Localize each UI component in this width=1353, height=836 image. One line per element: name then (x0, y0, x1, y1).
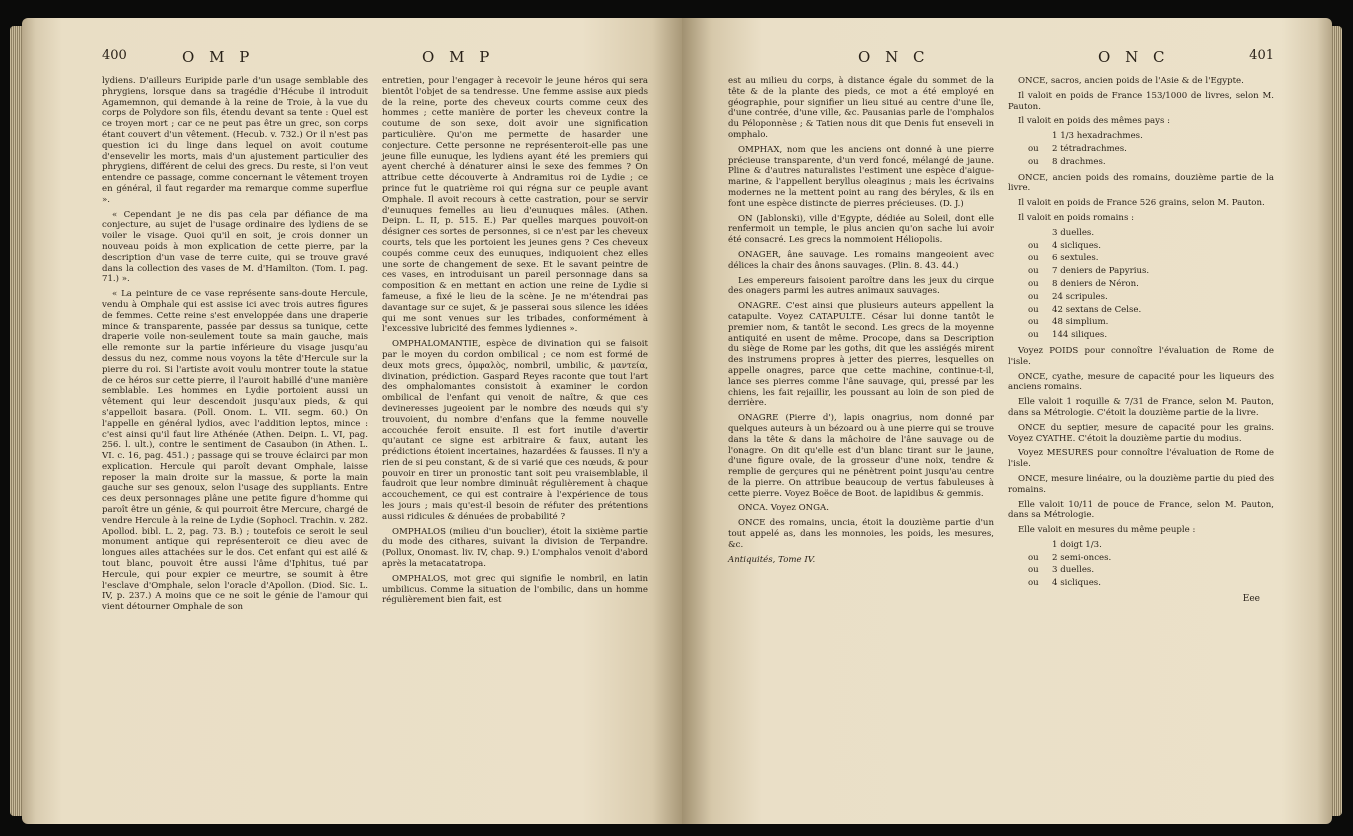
entry-once: ONCE des romains, uncia, étoit la douzième partie d'un tout appelé as, dans les monnoies, les poids, les mesures, &c. (728, 518, 994, 550)
paragraph: lydiens. D'ailleurs Euripide parle d'un usage semblable des phrygiens, lorsque dans sa tragédie d'Hécube il introduit Agamemnon, qui demande à la reine de Troie, à la vue du corps de Polydore son fils, étendu devant sa tente : Quel est ce troyen mort ; car ce ne peut pas être un grec, son corps étant couvert d'un vêtement. (Hecub. v. 732.) Or il n'est pas question ici du linge dans lequel on avoit coutume d'ensevelir les morts, mais d'un ajustement particulier des phrygiens, différent de celui des grecs. Du reste, si l'on veut entendre ce passage, comme concernant le vêtement troyen en général, il faut regarder ma remarque comme superflue ». (102, 76, 368, 205)
right-page-header (728, 48, 1274, 70)
list-item: 3 duelles. (1052, 227, 1095, 238)
list-item: ou 2 tétradrachmes. (1028, 143, 1127, 154)
list-item: ou 3 duelles. (1028, 565, 1095, 576)
paragraph: Elle valoit 10/11 de pouce de France, selon M. Pauton, dans sa Métrologie. (1008, 499, 1274, 521)
paragraph: ONCE, ancien poids des romains, douzième partie de la livre. (1008, 172, 1274, 194)
column-right (1008, 76, 1274, 605)
column-left (728, 76, 994, 605)
right-page (682, 18, 1332, 824)
entry-onca: ONCA. Voyez ONGA. (738, 503, 829, 514)
page-number: 401 (1249, 48, 1274, 63)
left-page (22, 18, 682, 824)
paragraph: Elle valoit 1 roquille & 7/31 de France, selon M. Pauton, dans sa Métrologie. C'étoit la douzième partie de la livre. (1008, 397, 1274, 418)
list-item: ou 6 sextules. (1028, 253, 1099, 264)
paragraph: Les empereurs faisoient paroître dans les jeux du cirque des onagers parmi les autres animaux sauvages. (728, 275, 994, 297)
left-page-header (102, 48, 648, 70)
list-item: ou 4 sicliques. (1028, 578, 1101, 589)
column-left (102, 76, 368, 617)
list-item: ou 8 deniers de Néron. (1028, 278, 1139, 289)
list-item: 1 1/3 hexadrachmes. (1052, 131, 1143, 142)
paragraph: entretien, pour l'engager à recevoir le jeune héros qui sera bientôt l'objet de sa tendresse. Une femme assise aux pieds de la reine, porte des cheveux courts comme ceux des hommes ; cette manière de porter les cheveux contre la coutume de son sexe, doit avoir une signification particulière. Qu'on me permette de hasarder une conjecture. Cette personne ne représenteroit-elle pas une jeune fille eunuque, les lydiens ayant été les premiers qui ayent cherché à dénaturer ainsi le sexe des femmes ? On attribue cette découverte à Andramitus roi de Lydie ; ce prince fut le quatrième roi qui régna sur ce peuple avant Omphale. Il avoit recours à cette castration, pour se servir d'eunuques femelles au lieu d'eunuques mâles. (Athen. Deipn. L. II, p. 515. E.) Par quelles marques pouvoit-on désigner ces sortes de personnes, si ce n'est par les cheveux courts, tels que les portoient les jeunes gens ? Ces cheveux coupés comme ceux des eunuques, indiquoient chez elles une sorte de changement de sexe. Et le savant peintre de ces vases, en introduisant un pareil personnage dans sa composition & en mettant en action une reine de Lydie si fameuse, a fixé le lieu de la scène. Je ne m'étendrai pas davantage sur ce sujet, & je passerai sous silence les idées qui me sont venues sur les tribades, conformément à l'excessive lubricité des femmes lydiennes ». (382, 76, 648, 335)
list-item: ou 48 simplium. (1028, 317, 1109, 328)
equivalence-list (1008, 540, 1274, 589)
open-book (22, 18, 1332, 824)
equivalence-list (1008, 228, 1274, 341)
running-head: O M P (182, 48, 255, 66)
paragraph: Il valoit en poids romains : (1018, 212, 1135, 223)
list-item: ou 24 scripules. (1028, 291, 1108, 302)
list-item: ou 8 drachmes. (1028, 156, 1106, 167)
entry-omphalomantie: OMPHALOMANTIE, espèce de divination qui se faisoit par le moyen du cordon ombilical ; ce nom est formé de deux mots grecs, ὀμφαλὸς, nombril, umbilic, & μαντεία, divination, prédiction. Gaspard Reyes raconte que tout l'art des omphalomantes consistoit à examiner le cordon ombilical de l'enfant qui venoit de naître, & que ces devineresses jugeoient par le nombre des nœuds qui s'y trouvoient, du nombre d'enfans que la femme nouvelle accouchée feroit ensuite. Il est fort inutile d'avertir qu'autant ce signe est arbitraire & faux, autant les prédictions étoient incertaines, hazardées & fausses. Il n'y a rien de si peu constant, & de si varié que ces nœuds, & pour pouvoir en tirer un pronostic tant soit peu vraisemblable, il faudroit que leur nombre diminuât régulièrement à chaque accouchement, ce qui est contraire à l'expérience de tous les jours ; mais qu'est-il besoin de réfuter des prétentions aussi ridicules & dénuées de probabilité ? (382, 339, 648, 522)
running-head: O N C (858, 48, 930, 66)
page-number: 400 (102, 48, 127, 63)
paragraph: ONCE, cyathe, mesure de capacité pour les liqueurs des anciens romains. (1008, 371, 1274, 393)
list-item: 1 doigt 1/3. (1052, 539, 1102, 550)
paragraph: Voyez POIDS pour connoître l'évaluation de Rome de l'isle. (1008, 345, 1274, 367)
entry-omphax: OMPHAX, nom que les anciens ont donné à une pierre précieuse transparente, d'un verd foncé, mélangé de jaune. Pline & d'autres naturalistes l'estiment une espèce d'aigue-marine, & l'appellent beryllus oleaginus ; mais les écrivains modernes ne la mettent point au rang des béryles, & ils en font une espèce distincte de pierres précieuses. (D. J.) (728, 144, 994, 209)
running-head: O N C (1098, 48, 1170, 66)
paragraph: est au milieu du corps, à distance égale du sommet de la tête & de la plante des pieds, ce mot a été employé en géographie, pour signifier un lieu situé au centre d'une île, d'une contrée, d'une ville, &c. Pausanias parle de l'omphalos du Péloponnèse ; & Tatien nous dit que Denis fut enseveli in omphalo. (728, 76, 994, 140)
list-item: ou 42 sextans de Celse. (1028, 304, 1142, 315)
entry-onager: ONAGER, âne sauvage. Les romains mangeoient avec délices la chair des ânons sauvages. (Plin. 8. 43. 44.) (728, 249, 994, 271)
paragraph: Voyez MESURES pour connoître l'évaluation de Rome de l'isle. (1008, 448, 1274, 470)
paragraph: Elle valoit en mesures du même peuple : (1018, 525, 1196, 536)
list-item: ou 7 deniers de Papyrius. (1028, 266, 1150, 277)
paragraph: « La peinture de ce vase représente sans-doute Hercule, vendu à Omphale qui est assise ici avec trois autres figures de femmes. Cette reine s'est enveloppée dans une draperie mince & transparente, passée par dessus sa tunique, cette draperie voile non-seulement toute sa main gauche, mais elle remonte sur la partie inférieure du visage jusqu'au dessus du nez, comme nous voyons la tête d'Hercule sur la pierre du roi. Si l'artiste avoit voulu montrer toute la statue de ce héros sur cette pierre, il l'auroit habillé d'une manière semblable. Les hommes en Lydie portoient aussi un vêtement qui leur descendoit jusqu'aux pieds, & qui s'appelloit basara. (Poll. Onom. L. VII. segm. 60.) On l'appelle en général lydios, avec l'addition leptos, mince : c'est ainsi qu'il faut lire Athénée (Athen. Deipn. L. VI, pag. 256. l. ult.), contre le sentiment de Casaubon (in Athen. L. VI. c. 16, pag. 451.) ; passage qui se trouve éclairci par mon explication. Hercule qui paroît devant Omphale, laisse reposer la main droite sur la massue, & porte la main gauche sur ses genoux, selon l'usage des suppliants. Entre ces deux personnages plâne une petite figure d'homme qui paroît être un génie, & qui pourroit être Mercure, chargé de vendre Hercule à la reine de Lydie (Sophocl. Trachin. v. 282. Apollod. bibl. L. 2, pag. 73. B.) ; toutefois ce seroit le seul monument antique qui représenteroit ce dieu avec de longues ailes attachées sur le dos. Cet enfant qui est ailé & tout blanc, pouvoit être aussi l'âme d'Iphitus, tué par Hercule, qui pour expier ce meurtre, se soumit à être l'esclave d'Omphale, selon l'oracle d'Apollon. (Diod. Sic. L. IV, p. 237.) A moins que ce ne soit le génie de l'amour qui vient détourner Omphale de son (102, 289, 368, 613)
paragraph: Il valoit en poids de France 526 grains, selon M. Pauton. (1018, 198, 1265, 209)
paragraph: ONCE du septier, mesure de capacité pour les grains. Voyez CYATHE. C'étoit la douzième partie du modius. (1008, 422, 1274, 444)
entry-onagre: ONAGRE. C'est ainsi que plusieurs auteurs appellent la catapulte. Voyez CATAPULTE. César lui donne tantôt le premier nom, & tantôt le second. Les grecs de la moyenne antiquité en usent de même. Procope, dans sa Description du siège de Rome par les goths, dit que les assiégés mirent des instrumens propres à jetter des pierres, lesquelles on appelle onagres, parce que cette machine, continue-t-il, lance ses pierres comme l'âne sauvage, qui, pressé par les chiens, les fait rejaillir, les poussant au loin de son pied de derrière. (728, 301, 994, 409)
text-columns (728, 76, 1274, 605)
list-item: ou 2 semi-onces. (1028, 552, 1112, 563)
paragraph: ONCE, mesure linéaire, ou la douzième partie du pied des romains. (1008, 473, 1274, 495)
entry-omphalos-2: OMPHALOS, mot grec qui signifie le nombril, en latin umbilicus. Comme la situation de l'ombilic, dans un homme régulièrement bien fait, est (382, 573, 648, 606)
text-columns (102, 76, 648, 617)
list-item: ou 4 sicliques. (1028, 240, 1101, 251)
footer-volume: Antiquités, Tome IV. (728, 554, 816, 565)
paragraph: « Cependant je ne dis pas cela par défiance de ma conjecture, au sujet de l'usage ordinaire des lydiens de se voiler le visage. Quoi qu'il en soit, je crois donner un nouveau poids à mon explication de cette pierre, par la description d'un vase de terre cuite, qui se trouve gravé dans la collection des vases de M. d'Hamilton. (Tom. I. pag. 71.) ». (102, 209, 368, 285)
entry-omphalos: OMPHALOS (milieu d'un bouclier), étoit la sixième partie du mode des cithares, suivant la division de Terpandre. (Pollux, Onomast. liv. IV, chap. 9.) L'omphalos venoit d'abord après la metacatatropa. (382, 526, 648, 570)
paragraph: Il valoit en poids de France 153/1000 de livres, selon M. Pauton. (1008, 90, 1274, 112)
entry-on: ON (Jablonski), ville d'Egypte, dédiée au Soleil, dont elle renfermoit un temple, le plus ancien qu'on sache lui avoir été consacré. Les grecs la nommoient Héliopolis. (728, 213, 994, 246)
column-right (382, 76, 648, 617)
running-head: O M P (422, 48, 495, 66)
paragraph: Il valoit en poids des mêmes pays : (1018, 116, 1170, 127)
entry-onagre-pierre: ONAGRE (Pierre d'), lapis onagrius, nom donné par quelques auteurs à un bézoard ou à une pierre qui se trouve dans la tête & dans la mâchoire de l'âne sauvage ou de l'onagre. On dit qu'elle est d'un blanc tirant sur le jaune, d'une figure ovale, de la grosseur d'une noix, tendre & remplie de gerçures qui ne pénètrent point jusqu'au centre de la pierre. On attribue beaucoup de vertus fabuleuses à cette pierre. Voyez Boëce de Boot. de lapidibus & gemmis. (728, 413, 994, 499)
signature-mark: Eee (1242, 594, 1260, 605)
list-item: ou 144 siliques. (1028, 330, 1108, 341)
paragraph: ONCE, sacros, ancien poids de l'Asie & de l'Egypte. (1018, 76, 1244, 86)
equivalence-list (1008, 131, 1274, 167)
